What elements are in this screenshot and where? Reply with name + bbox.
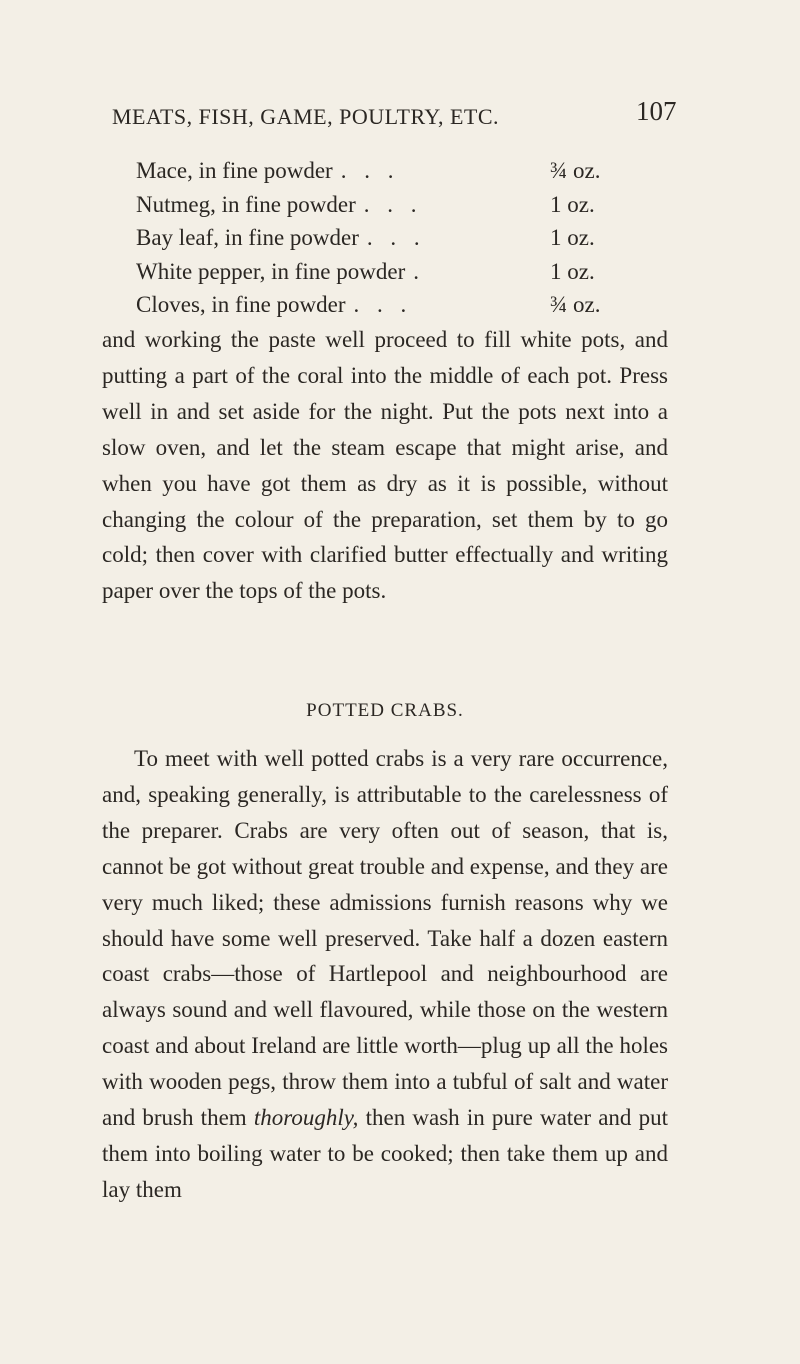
ingredient-row [136, 255, 636, 289]
paragraph-potted-crabs [102, 741, 668, 1208]
leader-dots: . [413, 258, 425, 284]
ingredient-row [136, 288, 636, 322]
emphasis-text: thoroughly, [253, 1105, 359, 1131]
ingredient-name: Bay leaf, in fine powder [136, 225, 359, 251]
leader-dots: . . . [353, 292, 413, 318]
ingredient-name: White pepper, in fine powder [136, 258, 406, 284]
paragraph-preparation: and working the paste well proceed to fill white pots, and putting a part of the coral into the middle of each pot. Press well in and set aside for the night. Put the pots next into a slow oven, and let the steam escape that might arise, and when you have got them as dry as it is possible, without changing the colour of the preparation, set them by to go cold; then cover with clarified butter effectually and writing paper over the tops of the pots. [102, 327, 668, 604]
ingredient-quantity: 1 oz. [550, 258, 595, 284]
paragraph-text: then wash in pure water and put them into boiling water to be cooked; then take them up and lay them [102, 1105, 668, 1202]
ingredient-name: Mace, in fine powder [136, 158, 333, 183]
ingredient-quantity: 1 oz. [550, 191, 595, 217]
section-heading: POTTED CRABS. [306, 700, 464, 721]
ingredient-quantity: ¾ oz. [550, 292, 601, 318]
page-number: 107 [636, 96, 677, 126]
paragraph-text: To meet with well potted crabs is a very rare occurrence, and, speaking generally, is attributable to the carelessness of the preparer. Crabs are very often out of season, that is, cannot be got without great trouble and expense, and they are very much liked; these admissions furnish reasons why we should have some well preserved. Take half a dozen eastern coast crabs—those of Hartlepool and neighbourhood are always sound and well flavoured, while those on the western coast and about Ireland are little worth—plug up all the holes with wooden pegs, throw them into a tubful of salt and water and brush them [102, 746, 668, 1131]
running-head: MEATS, FISH, GAME, POULTRY, ETC. [112, 104, 500, 129]
ingredient-row [136, 154, 636, 188]
leader-dots: . . . [366, 225, 426, 251]
ingredient-row [136, 221, 636, 255]
ingredient-name: Nutmeg, in fine powder [136, 191, 356, 217]
leader-dots: . . . [363, 191, 423, 217]
ingredient-list [136, 154, 636, 322]
ingredient-quantity: 1 oz. [550, 225, 595, 251]
ingredient-quantity: ¾ oz. [550, 158, 601, 183]
ingredient-name: Cloves, in fine powder [136, 292, 346, 318]
leader-dots: . . . [340, 158, 400, 183]
ingredient-row [136, 188, 636, 222]
